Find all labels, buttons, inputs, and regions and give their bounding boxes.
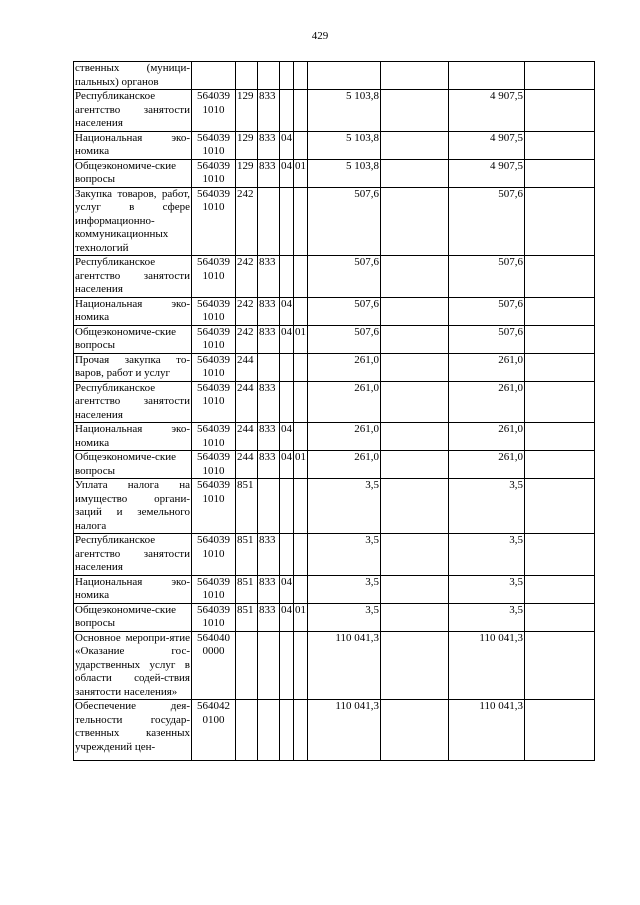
subsection-code-cell: 01 [294, 603, 308, 631]
section-code-cell [280, 479, 294, 534]
amount-cell-1: 261,0 [308, 451, 381, 479]
expense-type-code-cell: 851 [236, 575, 258, 603]
amount-cell-1: 507,6 [308, 297, 381, 325]
table-row [74, 423, 595, 451]
administrator-code-cell: 833 [258, 575, 280, 603]
table-row [74, 353, 595, 381]
subsection-code-cell: 01 [294, 325, 308, 353]
table-row [74, 451, 595, 479]
target-article-code-cell: 564039 1010 [192, 381, 236, 423]
amount-cell-3: 507,6 [449, 297, 525, 325]
amount-cell-1: 3,5 [308, 534, 381, 576]
amount-cell-4 [525, 700, 595, 761]
amount-cell-3: 4 907,5 [449, 159, 525, 187]
table-row [74, 325, 595, 353]
amount-cell-4 [525, 90, 595, 132]
expense-type-code-cell [236, 631, 258, 700]
amount-cell-3: 507,6 [449, 256, 525, 298]
section-code-cell [280, 700, 294, 761]
row-name-cell: Республиканское агентство занятости населения [75, 381, 190, 421]
budget-table-body [74, 62, 595, 761]
row-name-cell: ственных (муници-пальных) органов [75, 62, 190, 88]
section-code-cell: 04 [280, 575, 294, 603]
row-name-cell: Национальная эко-номика [75, 575, 190, 601]
target-article-code-cell: 564040 0000 [192, 631, 236, 700]
amount-cell-1: 110 041,3 [308, 631, 381, 700]
section-code-cell [280, 381, 294, 423]
target-article-code-cell: 564039 1010 [192, 256, 236, 298]
section-code-cell [280, 631, 294, 700]
subsection-code-cell [294, 423, 308, 451]
amount-cell-2 [381, 700, 449, 761]
target-article-code-cell: 564039 1010 [192, 90, 236, 132]
expense-type-code-cell: 851 [236, 603, 258, 631]
amount-cell-2 [381, 603, 449, 631]
row-name-cell: Обеспечение дея-тельности государ-ственных казенных учреждений цен- [74, 700, 192, 761]
amount-cell-3 [449, 62, 525, 90]
page-number: 429 [311, 30, 329, 42]
administrator-code-cell [258, 62, 280, 90]
amount-cell-3: 110 041,3 [449, 700, 525, 761]
administrator-code-cell: 833 [258, 131, 280, 159]
target-article-code-cell: 564042 0100 [192, 700, 236, 761]
amount-cell-1: 3,5 [308, 575, 381, 603]
amount-cell-2 [381, 451, 449, 479]
section-code-cell [280, 256, 294, 298]
amount-cell-2 [381, 381, 449, 423]
row-name-cell: Общеэкономиче-ские вопросы [74, 159, 192, 187]
target-article-code-cell: 564039 1010 [192, 534, 236, 576]
amount-cell-4 [525, 631, 595, 700]
row-name-cell: Национальная эко-номика [75, 423, 190, 449]
amount-cell-2 [381, 325, 449, 353]
section-code-cell [280, 62, 294, 90]
administrator-code-cell: 833 [258, 534, 280, 576]
administrator-code-cell [258, 631, 280, 700]
administrator-code-cell: 833 [258, 603, 280, 631]
amount-cell-4 [525, 297, 595, 325]
target-article-code-cell: 564039 1010 [192, 575, 236, 603]
expense-type-code-cell: 242 [236, 325, 258, 353]
expense-type-code-cell: 851 [236, 534, 258, 576]
amount-cell-2 [381, 353, 449, 381]
amount-cell-4 [525, 325, 595, 353]
subsection-code-cell [294, 700, 308, 761]
target-article-code-cell: 564039 1010 [192, 297, 236, 325]
amount-cell-4 [525, 451, 595, 479]
row-name-cell: Национальная эко-номика [75, 131, 190, 157]
expense-type-code-cell: 129 [236, 90, 258, 132]
subsection-code-cell [294, 62, 308, 90]
amount-cell-4 [525, 256, 595, 298]
amount-cell-2 [381, 62, 449, 90]
amount-cell-3: 3,5 [449, 479, 525, 534]
subsection-code-cell [294, 479, 308, 534]
table-row [74, 534, 595, 576]
amount-cell-4 [525, 603, 595, 631]
subsection-code-cell [294, 256, 308, 298]
administrator-code-cell: 833 [258, 297, 280, 325]
expense-type-code-cell: 129 [236, 131, 258, 159]
section-code-cell [280, 353, 294, 381]
amount-cell-1: 507,6 [308, 325, 381, 353]
subsection-code-cell [294, 353, 308, 381]
subsection-code-cell [294, 631, 308, 700]
amount-cell-1: 3,5 [308, 603, 381, 631]
amount-cell-3: 261,0 [449, 423, 525, 451]
row-name-cell: Республиканское агентство занятости населения [75, 256, 190, 295]
amount-cell-2 [381, 534, 449, 576]
expense-type-code-cell [236, 700, 258, 761]
amount-cell-1: 5 103,8 [308, 131, 381, 159]
amount-cell-3: 507,6 [449, 325, 525, 353]
amount-cell-4 [525, 131, 595, 159]
amount-cell-2 [381, 159, 449, 187]
amount-cell-3: 110 041,3 [449, 631, 525, 700]
subsection-code-cell [294, 297, 308, 325]
section-code-cell: 04 [280, 297, 294, 325]
amount-cell-3: 261,0 [449, 353, 525, 381]
administrator-code-cell [258, 353, 280, 381]
table-row [74, 479, 595, 534]
table-row [74, 256, 595, 298]
table-row [74, 297, 595, 325]
amount-cell-4 [525, 353, 595, 381]
amount-cell-1 [308, 62, 381, 90]
subsection-code-cell: 01 [294, 451, 308, 479]
amount-cell-3: 3,5 [449, 575, 525, 603]
expense-type-code-cell: 242 [236, 297, 258, 325]
target-article-code-cell: 564039 1010 [192, 451, 236, 479]
amount-cell-1: 3,5 [308, 479, 381, 534]
section-code-cell [280, 90, 294, 132]
table-row [74, 62, 595, 90]
target-article-code-cell: 564039 1010 [192, 423, 236, 451]
section-code-cell: 04 [280, 423, 294, 451]
budget-table [73, 61, 595, 761]
table-row [74, 187, 595, 256]
administrator-code-cell: 833 [258, 451, 280, 479]
administrator-code-cell: 833 [258, 159, 280, 187]
amount-cell-4 [525, 62, 595, 90]
amount-cell-4 [525, 381, 595, 423]
target-article-code-cell: 564039 1010 [192, 187, 236, 256]
target-article-code-cell: 564039 1010 [192, 325, 236, 353]
expense-type-code-cell: 129 [236, 159, 258, 187]
administrator-code-cell [258, 187, 280, 256]
section-code-cell: 04 [280, 451, 294, 479]
expense-type-code-cell [236, 62, 258, 90]
subsection-code-cell [294, 187, 308, 256]
table-row [74, 631, 595, 700]
amount-cell-4 [525, 187, 595, 256]
administrator-code-cell: 833 [258, 325, 280, 353]
amount-cell-2 [381, 631, 449, 700]
row-name-cell: Республиканское агентство занятости населения [75, 90, 190, 129]
subsection-code-cell [294, 534, 308, 576]
amount-cell-2 [381, 90, 449, 132]
amount-cell-2 [381, 187, 449, 256]
administrator-code-cell: 833 [258, 423, 280, 451]
administrator-code-cell [258, 479, 280, 534]
amount-cell-4 [525, 423, 595, 451]
table-row [74, 131, 595, 159]
row-name-cell: Республиканское агентство занятости населения [75, 534, 190, 573]
row-name-cell: Общеэкономиче-ские вопросы [74, 325, 192, 353]
amount-cell-4 [525, 534, 595, 576]
row-name-cell: Общеэкономиче-ские вопросы [74, 603, 192, 631]
table-row [74, 575, 595, 603]
target-article-code-cell: 564039 1010 [192, 353, 236, 381]
amount-cell-1: 5 103,8 [308, 159, 381, 187]
amount-cell-1: 261,0 [308, 353, 381, 381]
expense-type-code-cell: 851 [236, 479, 258, 534]
row-name-cell: Общеэкономиче-ские вопросы [74, 451, 192, 479]
section-code-cell: 04 [280, 603, 294, 631]
amount-cell-3: 3,5 [449, 534, 525, 576]
subsection-code-cell [294, 575, 308, 603]
expense-type-code-cell: 244 [236, 451, 258, 479]
amount-cell-3: 4 907,5 [449, 90, 525, 132]
target-article-code-cell: 564039 1010 [192, 603, 236, 631]
table-row [74, 90, 595, 132]
administrator-code-cell: 833 [258, 90, 280, 132]
amount-cell-3: 261,0 [449, 451, 525, 479]
amount-cell-1: 110 041,3 [308, 700, 381, 761]
row-name-cell: Национальная эко-номика [75, 297, 190, 323]
section-code-cell [280, 534, 294, 576]
row-name-cell: Основное меропри-ятие «Оказание гос-ударственных услуг в области содей-ствия занятости населения» [75, 631, 190, 698]
section-code-cell: 04 [280, 131, 294, 159]
amount-cell-4 [525, 159, 595, 187]
section-code-cell: 04 [280, 325, 294, 353]
amount-cell-3: 261,0 [449, 381, 525, 423]
table-row [74, 381, 595, 423]
table-row [74, 700, 595, 761]
amount-cell-3: 507,6 [449, 187, 525, 256]
administrator-code-cell: 833 [258, 256, 280, 298]
amount-cell-3: 3,5 [449, 603, 525, 631]
target-article-code-cell: 564039 1010 [192, 131, 236, 159]
administrator-code-cell: 833 [258, 381, 280, 423]
expense-type-code-cell: 244 [236, 353, 258, 381]
expense-type-code-cell: 244 [236, 423, 258, 451]
amount-cell-4 [525, 479, 595, 534]
amount-cell-3: 4 907,5 [449, 131, 525, 159]
expense-type-code-cell: 242 [236, 256, 258, 298]
amount-cell-2 [381, 575, 449, 603]
subsection-code-cell [294, 90, 308, 132]
administrator-code-cell [258, 700, 280, 761]
amount-cell-2 [381, 423, 449, 451]
expense-type-code-cell: 242 [236, 187, 258, 256]
row-name-cell: Прочая закупка то-варов, работ и услуг [75, 353, 190, 379]
section-code-cell [280, 187, 294, 256]
amount-cell-2 [381, 131, 449, 159]
table-row [74, 603, 595, 631]
row-name-cell: Уплата налога на имущество органи-заций и земельного налога [75, 479, 190, 532]
target-article-code-cell: 564039 1010 [192, 479, 236, 534]
amount-cell-1: 507,6 [308, 187, 381, 256]
amount-cell-1: 261,0 [308, 381, 381, 423]
amount-cell-2 [381, 297, 449, 325]
amount-cell-1: 507,6 [308, 256, 381, 298]
amount-cell-1: 5 103,8 [308, 90, 381, 132]
table-row [74, 159, 595, 187]
subsection-code-cell [294, 381, 308, 423]
amount-cell-2 [381, 256, 449, 298]
subsection-code-cell [294, 131, 308, 159]
amount-cell-4 [525, 575, 595, 603]
target-article-code-cell: 564039 1010 [192, 159, 236, 187]
expense-type-code-cell: 244 [236, 381, 258, 423]
amount-cell-2 [381, 479, 449, 534]
amount-cell-1: 261,0 [308, 423, 381, 451]
section-code-cell: 04 [280, 159, 294, 187]
target-article-code-cell [192, 62, 236, 90]
row-name-cell: Закупка товаров, работ, услуг в сфере информационно-коммуникационных технологий [75, 187, 190, 254]
subsection-code-cell: 01 [294, 159, 308, 187]
